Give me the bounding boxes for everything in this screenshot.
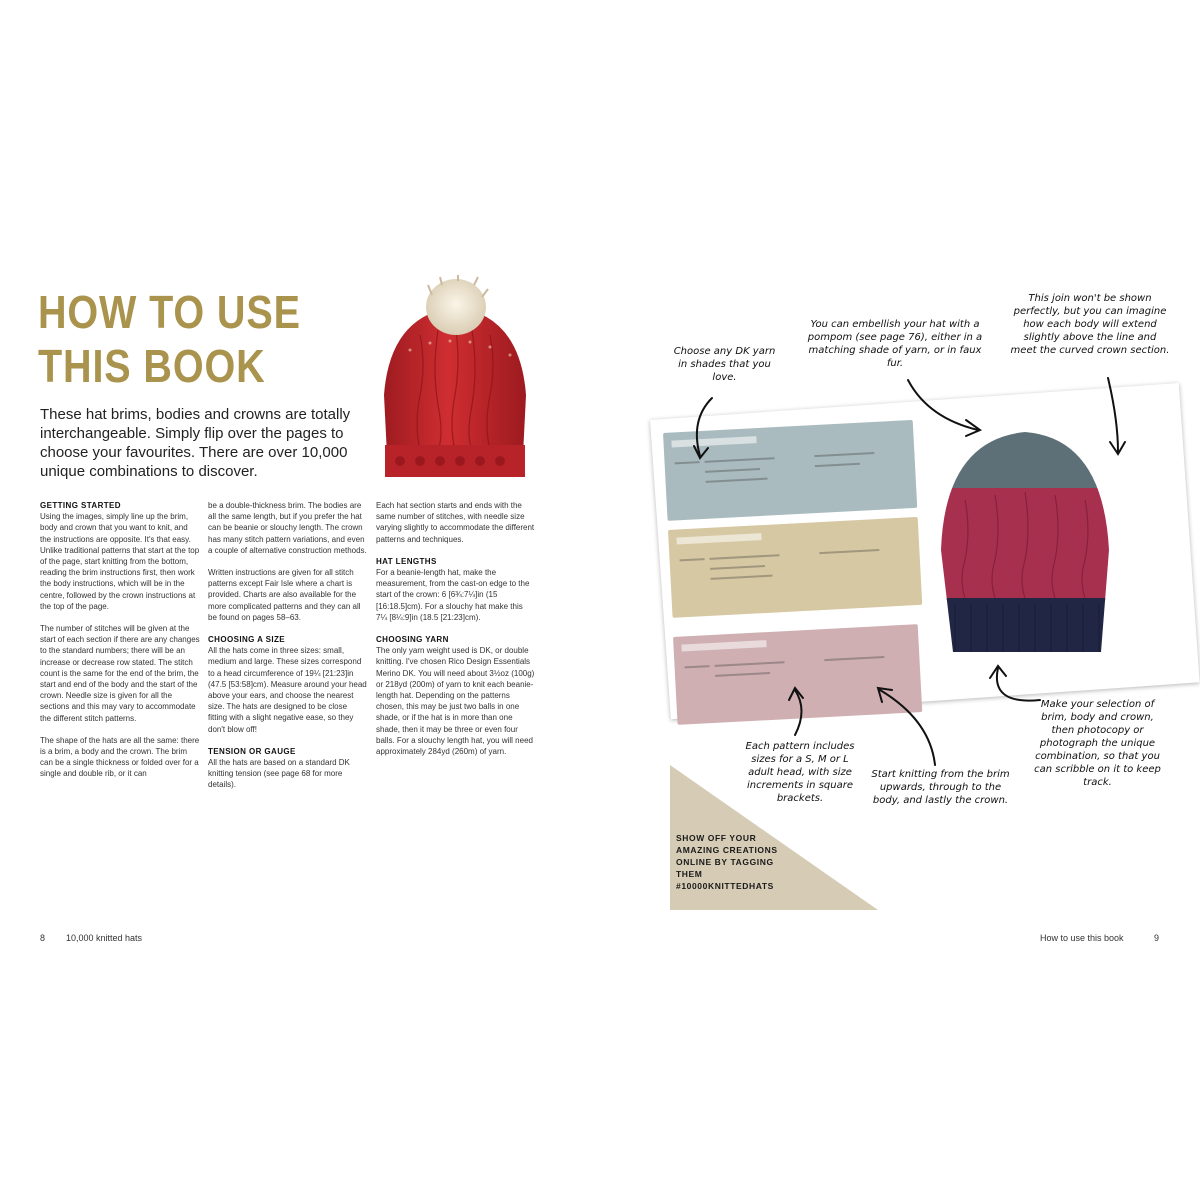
hat-lengths-paragraph: For a beanie-length hat, make the measurement, from the cast-on edge to the start of the crown: 6 [6¾:7¼]in (15 [16:18.5]cm). For a slouchy hat make this 7¼ [8¼:9]in (18.5 [21:23]cm). [376, 568, 530, 622]
left-running-head: 10,000 knitted hats [66, 933, 143, 943]
page-title [38, 285, 322, 393]
note-crown-join: This join won't be shown perfectly, but you can imagine how each body will extend slightly above the line and meet the curved crown section. [1010, 293, 1170, 356]
text-column-1 [40, 500, 200, 791]
brim-bodies-paragraph: be a double-thickness brim. The bodies are all the same length, but if you prefer the hat can be beanie or slouchy length. The crown has many stitch pattern variations, and even a couple of alternative construction methods. [208, 501, 367, 555]
intro-text: These hat brims, bodies and crowns are totally interchangeable. Simply flip over the pages to choose your favourites. There are over 10,000 unique combinations to discover. [40, 406, 351, 480]
choosing-yarn-heading: CHOOSING YARN [376, 635, 449, 645]
tension-paragraph: All the hats are based on a standard DK knitting tension (see page 68 for more details). [208, 758, 350, 790]
note-start-knitting: Start knitting from the brim upwards, through to the body, and lastly the crown. [871, 769, 1010, 806]
brim-pattern-card [673, 624, 922, 725]
crown-pattern-card [663, 420, 917, 521]
stitch-count-paragraph: Each hat section starts and ends with the same number of stitches, with needle size varying slightly to accommodate the different patterns and techniques. [376, 501, 535, 544]
hat-lengths-heading: HAT LENGTHS [376, 556, 437, 566]
note-sizes: Each pattern includes sizes for a S, M or L adult head, with size increments in square brackets. [745, 741, 855, 804]
title-line-2: THIS BOOK [38, 340, 266, 392]
getting-started-heading: GETTING STARTED [40, 501, 121, 510]
right-page-number: 9 [1154, 933, 1160, 943]
choosing-yarn-paragraph: The only yarn weight used is DK, or double knitting. I've chosen Rico Design Essentials Merino DK. You will need about 3½oz (100g) or 218yd (200m) of yarn to knit each beanie-length hat. Depending on the patterns chosen, this may be just two balls in one shade, or if the hat is in more than one shade, then it may be three or even four balls. For a slouchy length hat, you will need approximately 284yd (260m) of yarn. [376, 646, 535, 757]
red-pompom-hat-image [370, 275, 540, 485]
choosing-size-paragraph: All the hats come in three sizes: small, medium and large. These sizes correspond to a head circumference of 19¼ [21:23]in (47.5 [53:58]cm). Measure around your head above your ears, and choose the nearest size. The hats are designed to be close fitting with a slight negative ease, so they don't blow off! [208, 646, 367, 734]
written-instructions-paragraph: Written instructions are given for all stitch patterns except Fair Isle where a chart is provided. Charts are also available for the more complicated patterns and they can all be found on pages 58–63. [208, 568, 361, 622]
tension-heading: TENSION OR GAUGE [208, 746, 296, 756]
getting-started-paragraph-1: Using the images, simply line up the brim, body and crown that you want to knit, and the instructions are opposite. It's that easy. Unlike traditional patterns that start at the top of the page, start knitting from the bottom, reading the brim instructions first, then work the body instructions, which will be in the centre, followed by the crown instructions at the top of the page. [40, 512, 200, 611]
body-pattern-card [668, 517, 922, 618]
note-make-selection: Make your selection of brim, body and crown, then photocopy or photograph the unique combination, so that you can scribble on it to keep track. [1034, 699, 1161, 788]
note-choose-yarn: Choose any DK yarn in shades that you love. [673, 346, 776, 383]
getting-started-paragraph-2: The number of stitches will be given at the start of each section if there are any changes to the standard numbers; there will be an increase or decrease row stated. The stitch count is the same for the end of the brim, the start and end of the body and the start of the crown. Needle size is given for all the sections and this may vary to accommodate the different stitch patterns. [40, 624, 200, 723]
note-pompom: You can embellish your hat with a pompom (see page 76), either in a matching shade of yarn, or in faux fur. [807, 319, 983, 369]
left-page-number: 8 [40, 933, 46, 943]
text-column-3 [376, 500, 536, 768]
choosing-size-heading: CHOOSING A SIZE [208, 635, 285, 645]
title-line-1: HOW TO USE [38, 286, 301, 338]
right-running-head: How to use this book [1040, 933, 1124, 943]
striped-beanie-image [935, 420, 1115, 660]
getting-started-paragraph-3: The shape of the hats are all the same: there is a brim, a body and the crown. The brim can be a single thickness or folded over for a single and double rib, or it can [40, 735, 200, 779]
text-column-2 [208, 500, 368, 802]
promo-text: SHOW OFF YOUR AMAZING CREATIONS ONLINE BY TAGGING THEM #10000KNITTEDHATS [676, 833, 778, 891]
